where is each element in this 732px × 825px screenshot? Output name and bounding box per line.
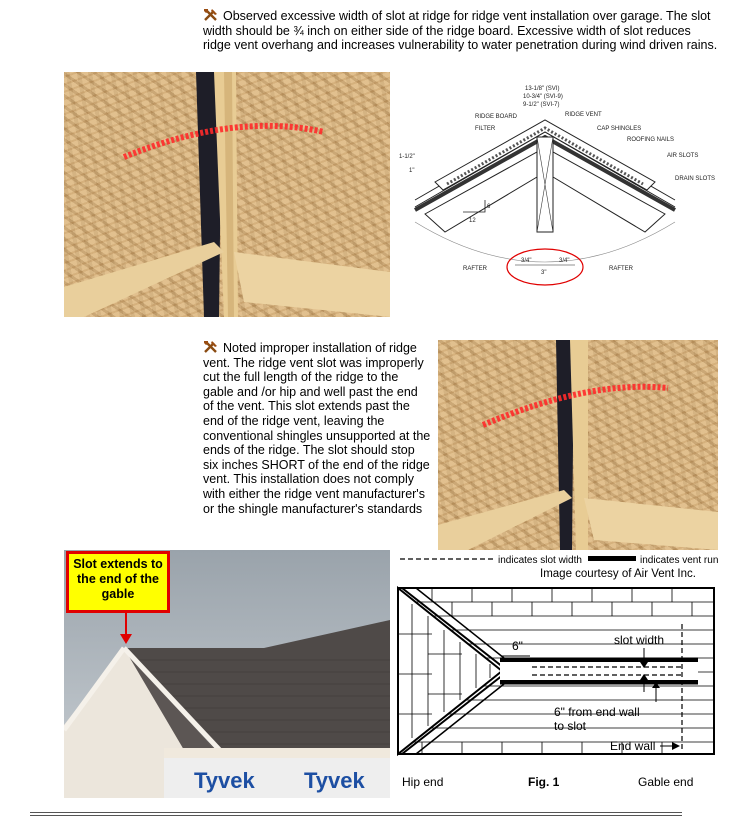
gable-callout — [66, 551, 170, 613]
note-1: Observed excessive width of slot at ridge for ridge vent installation over garage. The slot width should be ¾ inch on either side of the ridge board. Excessive width of slot reduces ridge vent overhang and increases vulnerability to water penetration during wind driven rains. — [203, 9, 718, 53]
house-wrap-logo-1: Tyvek — [194, 768, 255, 793]
label-roofing-nails: ROOFING NAILS — [627, 137, 675, 143]
note-2: Noted improper installation of ridge vent. The ridge vent slot was improperly cut the full length of the ridge to the gable and /or hip and well past the end of the vent. This slot extends past the end of the ridge vent, leaving the conventional shingles unsupported at the ends of the ridge. The slot should stop six inches SHORT of the end of the ridge vent. This installation does not comply with either the ridge vent manufacturer's or the shingle manufacturer's standards — [203, 341, 431, 516]
legend-vent-run: indicates vent run — [640, 555, 719, 565]
pitch-rise: 6 — [487, 204, 491, 210]
legend-slot-width: indicates slot width — [498, 555, 582, 565]
page-divider — [30, 812, 682, 816]
dim-svi: 13-1/8" (SVI) — [525, 86, 560, 92]
label-rafter-left: RAFTER — [463, 266, 487, 272]
house-wrap-logo-2: Tyvek — [304, 768, 365, 793]
label-rafter-right: RAFTER — [609, 266, 633, 272]
hip-end-label: Hip end — [402, 775, 444, 789]
dim-one-inch: 1" — [409, 168, 415, 174]
end-wall-label: End wall — [610, 739, 656, 753]
label-air-slots: AIR SLOTS — [667, 153, 699, 159]
dim-svi-9: 10-3/4" (SVI-9) — [523, 94, 563, 100]
label-cap-shingles: CAP SHINGLES — [597, 126, 642, 132]
image-courtesy: Image courtesy of Air Vent Inc. — [540, 568, 696, 580]
to-slot-label: to slot — [554, 719, 587, 733]
slot-width-label: slot width — [614, 633, 665, 647]
attic-ridge-photo-2 — [438, 340, 718, 550]
photo-1-drawing — [64, 72, 390, 317]
gable-callout-text: Slot extends to the end of the gable — [73, 557, 163, 601]
dim-left: 1-1/2" — [399, 154, 415, 160]
gable-end-label: Gable end — [638, 775, 694, 789]
label-ridge-vent: RIDGE VENT — [565, 112, 602, 118]
label-drain-slots: DRAIN SLOTS — [675, 176, 716, 182]
slot-right-dim: 3/4" — [559, 258, 570, 264]
ridge-vent-section-diagram — [395, 72, 730, 317]
label-filter: FILTER — [475, 126, 496, 132]
attic-ridge-photo-1 — [64, 72, 390, 317]
label-ridge-board: RIDGE BOARD — [475, 114, 518, 120]
legend-line — [400, 552, 730, 564]
from-end-wall-label: 6" from end wall — [554, 705, 640, 719]
dim-svi-7: 9-1/2" (SVI-7) — [523, 102, 560, 108]
six-inch-dim: 6" — [512, 639, 523, 653]
pitch-run: 12 — [469, 218, 476, 224]
slot-total-dim: 3" — [541, 270, 547, 276]
tools-icon — [203, 8, 219, 22]
slot-left-dim: 3/4" — [521, 258, 532, 264]
figure-caption: Fig. 1 — [528, 775, 560, 789]
tools-icon — [203, 340, 219, 354]
ridge-vent-plan-diagram — [392, 584, 724, 798]
photo-2-drawing — [438, 340, 718, 550]
